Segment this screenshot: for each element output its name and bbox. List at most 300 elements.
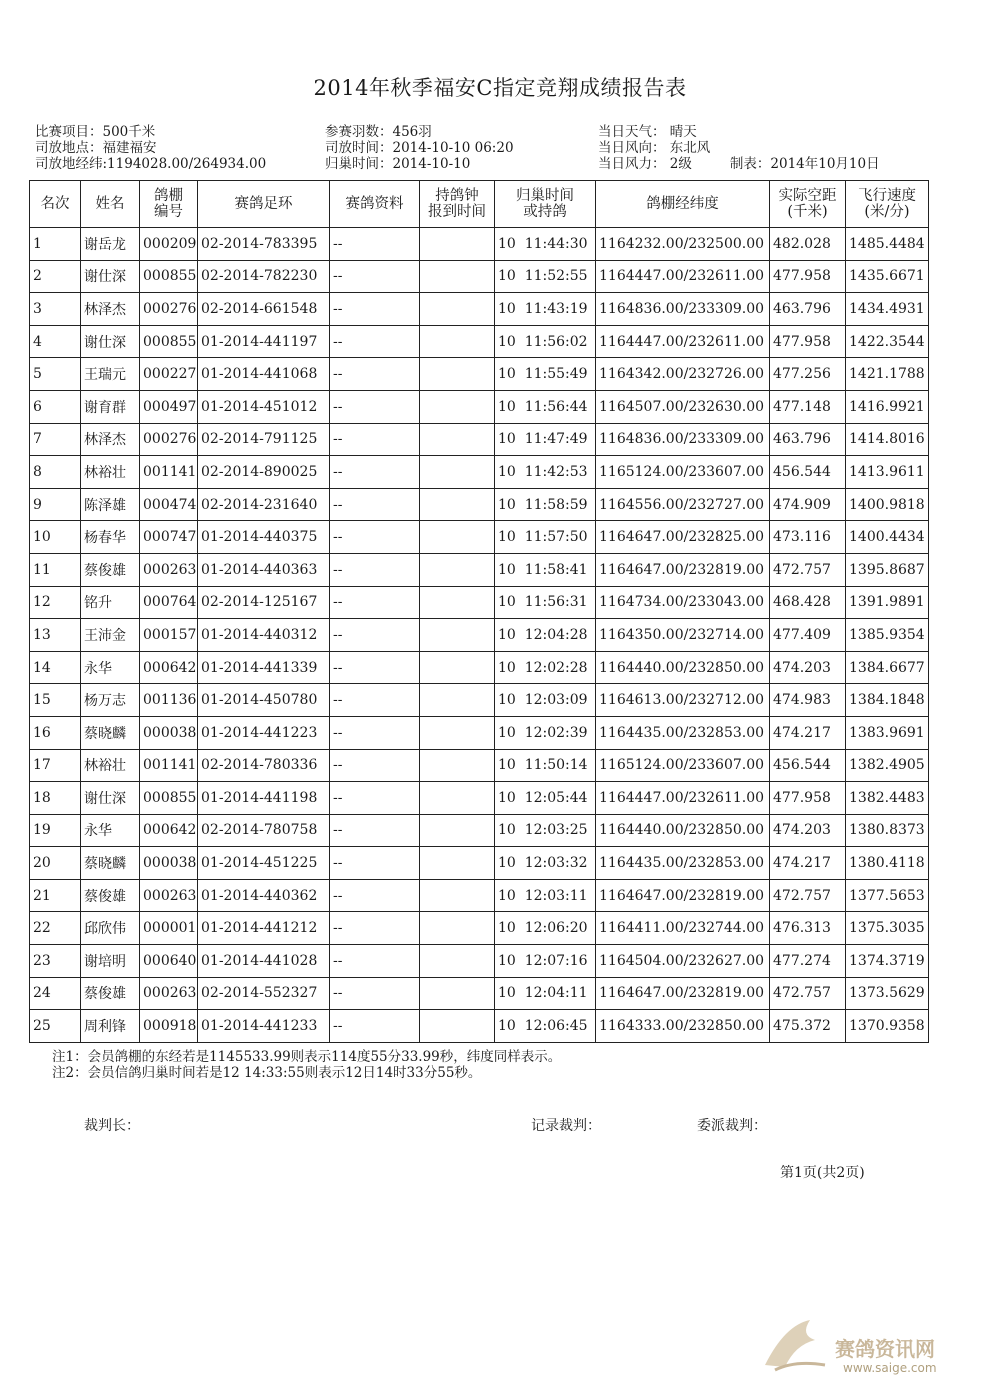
distance-cell: 477.958 [770,260,846,293]
clock-time-cell [420,619,495,652]
rank-cell: 12 [30,586,81,619]
ring-cell: 01-2014-440363 [198,553,330,586]
info-cell: -- [330,456,420,489]
name-cell: 谢培明 [81,945,140,978]
clock-time-cell [420,586,495,619]
ring-cell: 01-2014-451225 [198,847,330,880]
clock-time-cell [420,488,495,521]
info-cell: -- [330,782,420,815]
name-cell: 周利锋 [81,1010,140,1043]
loft-id-cell: 001141 [140,456,198,489]
clock-time-cell [420,553,495,586]
clock-time-cell [420,945,495,978]
distance-cell: 477.148 [770,390,846,423]
name-cell: 谢岳龙 [81,228,140,261]
clock-time-cell [420,716,495,749]
name-cell: 蔡晓麟 [81,847,140,880]
info-item: 比赛项目：500千米 [35,124,156,140]
table-row [30,456,929,489]
speed-cell: 1383.9691 [846,716,929,749]
speed-cell: 1413.9611 [846,456,929,489]
rank-cell: 17 [30,749,81,782]
coordinates-cell: 1164411.00/232744.00 [596,912,770,945]
arrival-time-cell: 10 12:05:44 [495,782,596,815]
table-row [30,1010,929,1043]
speed-cell: 1414.8016 [846,423,929,456]
loft-id-cell: 000263 [140,553,198,586]
info-cell: -- [330,716,420,749]
watermark [755,1305,985,1385]
info-cell: -- [330,260,420,293]
clock-time-cell [420,228,495,261]
speed-cell: 1377.5653 [846,879,929,912]
speed-cell: 1485.4484 [846,228,929,261]
info-cell: -- [330,488,420,521]
table-row [30,814,929,847]
arrival-time-cell: 10 12:06:45 [495,1010,596,1043]
distance-cell: 475.372 [770,1010,846,1043]
speed-cell: 1380.8373 [846,814,929,847]
speed-cell: 1380.4118 [846,847,929,880]
loft-id-cell: 000276 [140,423,198,456]
speed-cell: 1385.9354 [846,619,929,652]
table-row [30,684,929,717]
clock-time-cell [420,260,495,293]
ring-cell: 01-2014-441233 [198,1010,330,1043]
info-cell: -- [330,847,420,880]
distance-cell: 476.313 [770,912,846,945]
distance-cell: 474.203 [770,651,846,684]
name-cell: 陈泽雄 [81,488,140,521]
info-right [598,124,880,172]
rank-cell: 11 [30,553,81,586]
table-row [30,423,929,456]
ring-cell: 01-2014-441223 [198,716,330,749]
info-item: 司放地经纬:1194028.00/264934.00 [35,156,267,172]
name-cell: 林泽杰 [81,293,140,326]
column-header: 名次 [30,181,81,228]
distance-cell: 468.428 [770,586,846,619]
loft-id-cell: 000640 [140,945,198,978]
clock-time-cell [420,521,495,554]
ring-cell: 02-2014-661548 [198,293,330,326]
arrival-time-cell: 10 11:52:55 [495,260,596,293]
rank-cell: 19 [30,814,81,847]
rank-cell: 4 [30,325,81,358]
header-row [30,181,929,228]
ring-cell: 02-2014-125167 [198,586,330,619]
name-cell: 杨万志 [81,684,140,717]
info-cell: -- [330,945,420,978]
column-header: 姓名 [81,181,140,228]
table-row [30,716,929,749]
info-cell: -- [330,1010,420,1043]
table-row [30,847,929,880]
speed-cell: 1384.6677 [846,651,929,684]
rank-cell: 15 [30,684,81,717]
speed-cell: 1382.4905 [846,749,929,782]
name-cell: 蔡俊雄 [81,553,140,586]
speed-cell: 1391.9891 [846,586,929,619]
distance-cell: 477.958 [770,325,846,358]
speed-cell: 1370.9358 [846,1010,929,1043]
name-cell: 王沛金 [81,619,140,652]
distance-cell: 472.757 [770,977,846,1010]
info-cell: -- [330,586,420,619]
coordinates-cell: 1164350.00/232714.00 [596,619,770,652]
distance-cell: 474.909 [770,488,846,521]
arrival-time-cell: 10 12:03:25 [495,814,596,847]
ring-cell: 02-2014-780336 [198,749,330,782]
info-cell: -- [330,879,420,912]
pigeon-logo-icon [755,1305,835,1385]
distance-cell: 472.757 [770,553,846,586]
rank-cell: 22 [30,912,81,945]
column-header: 实际空距 (千米) [770,181,846,228]
ring-cell: 01-2014-450780 [198,684,330,717]
ring-cell: 01-2014-441198 [198,782,330,815]
loft-id-cell: 000001 [140,912,198,945]
info-item: 当日风向： 东北风 [598,140,711,156]
table-row [30,945,929,978]
arrival-time-cell: 10 11:58:59 [495,488,596,521]
info-middle [325,124,514,172]
ring-cell: 01-2014-440362 [198,879,330,912]
table-row [30,390,929,423]
ring-cell: 01-2014-441068 [198,358,330,391]
note-1: 注1：会员鸽棚的东经若是1145533.99则表示114度55分33.99秒，纬度同样表示。 [52,1049,562,1065]
info-cell: -- [330,293,420,326]
loft-id-cell: 000497 [140,390,198,423]
loft-id-cell: 000038 [140,847,198,880]
column-header: 飞行速度 (米/分) [846,181,929,228]
clock-time-cell [420,977,495,1010]
coordinates-cell: 1164647.00/232819.00 [596,879,770,912]
info-cell: -- [330,814,420,847]
coordinates-cell: 1164342.00/232726.00 [596,358,770,391]
info-cell: -- [330,553,420,586]
info-cell: -- [330,651,420,684]
name-cell: 铭升 [81,586,140,619]
ring-cell: 02-2014-552327 [198,977,330,1010]
rank-cell: 20 [30,847,81,880]
speed-cell: 1374.3719 [846,945,929,978]
rank-cell: 18 [30,782,81,815]
loft-id-cell: 000209 [140,228,198,261]
name-cell: 杨春华 [81,521,140,554]
table-row [30,586,929,619]
speed-cell: 1384.1848 [846,684,929,717]
distance-cell: 474.217 [770,847,846,880]
rank-cell: 9 [30,488,81,521]
arrival-time-cell: 10 11:56:31 [495,586,596,619]
watermark-url: www.saige.com [843,1361,937,1375]
arrival-time-cell: 10 12:06:20 [495,912,596,945]
column-header: 持鸽钟 报到时间 [420,181,495,228]
clock-time-cell [420,358,495,391]
clock-time-cell [420,390,495,423]
clock-time-cell [420,293,495,326]
loft-id-cell: 000855 [140,782,198,815]
info-left [35,124,266,172]
distance-cell: 477.958 [770,782,846,815]
coordinates-cell: 1164447.00/232611.00 [596,325,770,358]
page-number: 第1页(共2页) [780,1165,865,1181]
arrival-time-cell: 10 12:02:39 [495,716,596,749]
distance-cell: 474.983 [770,684,846,717]
table-row [30,228,929,261]
loft-id-cell: 000276 [140,293,198,326]
name-cell: 林裕壮 [81,456,140,489]
rank-cell: 13 [30,619,81,652]
loft-id-cell: 000642 [140,651,198,684]
chief-referee-label: 裁判长： [84,1118,140,1134]
arrival-time-cell: 10 11:43:19 [495,293,596,326]
info-cell: -- [330,423,420,456]
ring-cell: 02-2014-783395 [198,228,330,261]
coordinates-cell: 1164333.00/232850.00 [596,1010,770,1043]
coordinates-cell: 1164440.00/232850.00 [596,651,770,684]
table-row [30,260,929,293]
arrival-time-cell: 10 11:58:41 [495,553,596,586]
arrival-time-cell: 10 12:04:11 [495,977,596,1010]
name-cell: 林泽杰 [81,423,140,456]
ring-cell: 02-2014-782230 [198,260,330,293]
name-cell: 谢仕深 [81,260,140,293]
ring-cell: 01-2014-441028 [198,945,330,978]
info-cell: -- [330,912,420,945]
column-header: 归巢时间 或持鸽 [495,181,596,228]
distance-cell: 474.203 [770,814,846,847]
info-cell: -- [330,390,420,423]
table-row [30,358,929,391]
rank-cell: 2 [30,260,81,293]
coordinates-cell: 1164232.00/232500.00 [596,228,770,261]
name-cell: 王瑞元 [81,358,140,391]
ring-cell: 02-2014-780758 [198,814,330,847]
arrival-time-cell: 10 12:03:11 [495,879,596,912]
note-2: 注2：会员信鸽归巢时间若是12 14:33:55则表示12日14时33分55秒。 [52,1065,482,1081]
column-header: 鸽棚 编号 [140,181,198,228]
table-row [30,749,929,782]
clock-time-cell [420,749,495,782]
clock-time-cell [420,684,495,717]
loft-id-cell: 000263 [140,977,198,1010]
ring-cell: 01-2014-441197 [198,325,330,358]
column-header: 鸽棚经纬度 [596,181,770,228]
name-cell: 蔡俊雄 [81,879,140,912]
table-row [30,977,929,1010]
speed-cell: 1395.8687 [846,553,929,586]
speed-cell: 1416.9921 [846,390,929,423]
arrival-time-cell: 10 12:04:28 [495,619,596,652]
info-item: 归巢时间：2014-10-10 [325,156,471,172]
table-row [30,651,929,684]
arrival-time-cell: 10 12:02:28 [495,651,596,684]
loft-id-cell: 000227 [140,358,198,391]
table-row [30,488,929,521]
info-item [598,156,880,172]
info-cell: -- [330,325,420,358]
arrival-time-cell: 10 12:03:32 [495,847,596,880]
clock-time-cell [420,847,495,880]
clock-time-cell [420,782,495,815]
loft-id-cell: 000918 [140,1010,198,1043]
distance-cell: 477.274 [770,945,846,978]
coordinates-cell: 1164647.00/232819.00 [596,553,770,586]
watermark-text: 赛鸽资讯网 [835,1337,935,1361]
loft-id-cell: 000855 [140,325,198,358]
name-cell: 永华 [81,651,140,684]
rank-cell: 23 [30,945,81,978]
info-wind-force: 当日风力： 2级 [598,156,692,172]
name-cell: 林裕壮 [81,749,140,782]
name-cell: 谢育群 [81,390,140,423]
name-cell: 蔡晓麟 [81,716,140,749]
distance-cell: 477.256 [770,358,846,391]
rank-cell: 16 [30,716,81,749]
ring-cell: 01-2014-441212 [198,912,330,945]
distance-cell: 482.028 [770,228,846,261]
record-referee-label: 记录裁判： [531,1118,601,1134]
ring-cell: 02-2014-890025 [198,456,330,489]
clock-time-cell [420,651,495,684]
rank-cell: 25 [30,1010,81,1043]
rank-cell: 5 [30,358,81,391]
loft-id-cell: 001136 [140,684,198,717]
ring-cell: 01-2014-440375 [198,521,330,554]
distance-cell: 456.544 [770,749,846,782]
column-header: 赛鸽足环 [198,181,330,228]
coordinates-cell: 1164440.00/232850.00 [596,814,770,847]
distance-cell: 456.544 [770,456,846,489]
clock-time-cell [420,1010,495,1043]
ring-cell: 02-2014-791125 [198,423,330,456]
info-item: 当日天气： 晴天 [598,124,697,140]
table-row [30,325,929,358]
clock-time-cell [420,423,495,456]
distance-cell: 472.757 [770,879,846,912]
speed-cell: 1435.6671 [846,260,929,293]
coordinates-cell: 1164435.00/232853.00 [596,847,770,880]
speed-cell: 1375.3035 [846,912,929,945]
distance-cell: 477.409 [770,619,846,652]
name-cell: 谢仕深 [81,325,140,358]
arrival-time-cell: 10 11:42:53 [495,456,596,489]
page-title: 2014年秋季福安C指定竞翔成绩报告表 [313,76,687,100]
rank-cell: 24 [30,977,81,1010]
rank-cell: 7 [30,423,81,456]
coordinates-cell: 1164836.00/233309.00 [596,423,770,456]
column-header: 赛鸽资料 [330,181,420,228]
distance-cell: 473.116 [770,521,846,554]
clock-time-cell [420,912,495,945]
loft-id-cell: 000474 [140,488,198,521]
table-row [30,782,929,815]
table-row [30,521,929,554]
arrival-time-cell: 10 11:56:02 [495,325,596,358]
arrival-time-cell: 10 11:47:49 [495,423,596,456]
arrival-time-cell: 10 11:55:49 [495,358,596,391]
rank-cell: 8 [30,456,81,489]
info-cell: -- [330,749,420,782]
coordinates-cell: 1164447.00/232611.00 [596,782,770,815]
table-row [30,912,929,945]
distance-cell: 463.796 [770,293,846,326]
loft-id-cell: 000157 [140,619,198,652]
loft-id-cell: 000747 [140,521,198,554]
ring-cell: 02-2014-231640 [198,488,330,521]
speed-cell: 1422.3544 [846,325,929,358]
coordinates-cell: 1164734.00/233043.00 [596,586,770,619]
distance-cell: 463.796 [770,423,846,456]
rank-cell: 1 [30,228,81,261]
made-date: 制表：2014年10月10日 [729,156,880,172]
info-cell: -- [330,977,420,1010]
loft-id-cell: 000038 [140,716,198,749]
clock-time-cell [420,814,495,847]
table-row [30,619,929,652]
notes [52,1049,561,1081]
speed-cell: 1400.9818 [846,488,929,521]
table-row [30,293,929,326]
rank-cell: 21 [30,879,81,912]
rank-cell: 6 [30,390,81,423]
info-cell: -- [330,358,420,391]
name-cell: 邱欣伟 [81,912,140,945]
coordinates-cell: 1164613.00/232712.00 [596,684,770,717]
distance-cell: 474.217 [770,716,846,749]
rank-cell: 14 [30,651,81,684]
ring-cell: 01-2014-451012 [198,390,330,423]
clock-time-cell [420,879,495,912]
name-cell: 蔡俊雄 [81,977,140,1010]
ring-cell: 01-2014-441339 [198,651,330,684]
coordinates-cell: 1164647.00/232825.00 [596,521,770,554]
coordinates-cell: 1164556.00/232727.00 [596,488,770,521]
clock-time-cell [420,325,495,358]
coordinates-cell: 1164504.00/232627.00 [596,945,770,978]
rank-cell: 10 [30,521,81,554]
rank-cell: 3 [30,293,81,326]
ring-cell: 01-2014-440312 [198,619,330,652]
loft-id-cell: 000263 [140,879,198,912]
loft-id-cell: 001141 [140,749,198,782]
loft-id-cell: 000855 [140,260,198,293]
info-cell: -- [330,684,420,717]
arrival-time-cell: 10 12:03:09 [495,684,596,717]
speed-cell: 1434.4931 [846,293,929,326]
info-cell: -- [330,228,420,261]
assigned-referee-label: 委派裁判： [697,1118,767,1134]
coordinates-cell: 1164836.00/233309.00 [596,293,770,326]
info-cell: -- [330,521,420,554]
coordinates-cell: 1164647.00/232819.00 [596,977,770,1010]
speed-cell: 1421.1788 [846,358,929,391]
speed-cell: 1373.5629 [846,977,929,1010]
info-item: 司放时间：2014-10-10 06:20 [325,140,514,156]
arrival-time-cell: 10 11:44:30 [495,228,596,261]
loft-id-cell: 000642 [140,814,198,847]
arrival-time-cell: 10 12:07:16 [495,945,596,978]
info-item: 参赛羽数：456羽 [325,124,432,140]
table-row [30,553,929,586]
speed-cell: 1400.4434 [846,521,929,554]
coordinates-cell: 1164435.00/232853.00 [596,716,770,749]
arrival-time-cell: 10 11:50:14 [495,749,596,782]
coordinates-cell: 1164507.00/232630.00 [596,390,770,423]
arrival-time-cell: 10 11:57:50 [495,521,596,554]
